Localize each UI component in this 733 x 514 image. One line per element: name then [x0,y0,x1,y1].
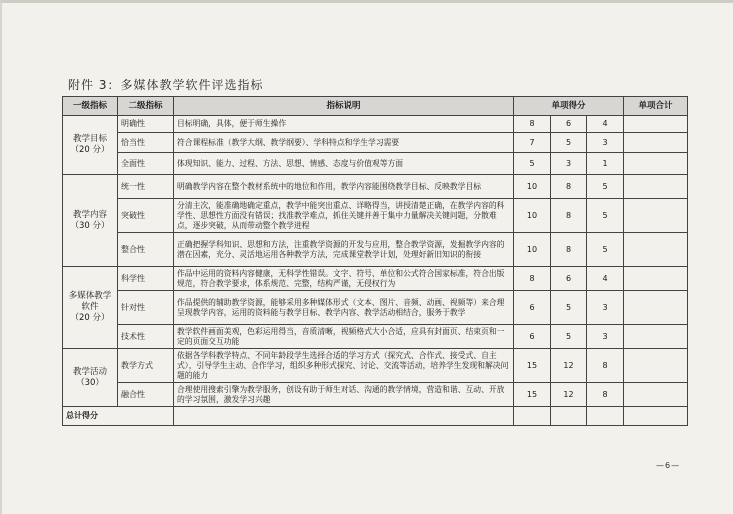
level2-cell: 全面性 [118,153,174,175]
total-cell [624,199,688,233]
score-cell: 8 [551,233,587,267]
score-cell: 8 [514,267,551,291]
table-row [63,291,688,325]
total-cell [624,291,688,325]
score-cell: 3 [587,325,624,349]
description-cell: 合理使用搜索引擎为教学服务，创设有助于师生对话、沟通的教学情境，营造和谐、互动、开放的学习氛围，激发学习兴趣 [174,383,514,407]
level2-cell: 科学性 [118,267,174,291]
score-cell: 8 [514,116,551,133]
score-cell: 3 [551,153,587,175]
description-cell: 目标明确，具体，便于师生操作 [174,116,514,133]
total-cell [624,383,688,407]
description-cell: 明确教学内容在整个教材系统中的地位和作用，教学内容能围绕教学目标、反映教学目标 [174,175,514,199]
score-cell: 7 [514,133,551,153]
score-cell: 15 [514,349,551,383]
description-cell: 分清主次，能准确地确定重点，教学中能突出重点、详略得当，讲授清楚正确，在教学内容的科学性、思想性方面没有错误；找准教学难点，抓住关键并善于集中力量解决关键问题，分散难点，逐步突破，从而带动整个教学进程 [174,199,514,233]
score-cell: 8 [587,383,624,407]
total-score-cell [514,407,551,426]
score-cell: 12 [551,349,587,383]
score-cell: 10 [514,175,551,199]
level1-name: 多媒体教学软件 [68,291,112,312]
description-cell: 教学软件画面美观，色彩运用得当，音质清晰，视频格式大小合适，应具有封面页、结束页和一定的页面交互功能 [174,325,514,349]
level2-cell: 统一性 [118,175,174,199]
table-row [63,175,688,199]
header-row [63,97,688,116]
table-row [63,153,688,175]
level2-cell: 突破性 [118,199,174,233]
level1-points: （20 分） [70,313,110,323]
level2-cell: 整合性 [118,233,174,267]
total-score-cell [551,407,587,426]
description-cell: 依据各学科教学特点、不同年龄段学生选择合适的学习方式（探究式、合作式、接受式、自主式），引导学生主动、合作学习，组织多种形式探究、讨论、交流等活动，培养学生发现和解决问题的能力 [174,349,514,383]
score-cell: 6 [551,116,587,133]
score-cell: 5 [514,153,551,175]
level1-name: 教学活动 [72,366,107,377]
score-cell: 8 [551,199,587,233]
total-cell [624,133,688,153]
level2-cell: 恰当性 [118,133,174,153]
score-cell: 5 [587,199,624,233]
total-cell [624,349,688,383]
score-cell: 5 [551,291,587,325]
total-cell [624,175,688,199]
score-cell: 10 [514,199,551,233]
table-row [63,233,688,267]
score-cell: 15 [514,383,551,407]
page-number: —6— [656,461,681,470]
table-row [63,116,688,133]
score-cell: 6 [514,291,551,325]
score-cell: 4 [587,116,624,133]
level1-name: 教学内容 [72,209,107,220]
header-level1: 一级指标 [63,97,118,116]
table-row [63,133,688,153]
level2-cell: 教学方式 [118,349,174,383]
level1-name: 教学目标 [72,134,107,144]
score-cell: 5 [551,133,587,153]
table-row [63,199,688,233]
score-cell: 8 [551,175,587,199]
header-description: 指标说明 [174,97,514,116]
level2-cell: 明确性 [118,116,174,133]
score-cell: 3 [587,133,624,153]
level2-cell: 针对性 [118,291,174,325]
description-cell: 正确把握学科知识、思想和方法，注重教学资源的开发与应用，整合教学资源，发掘教学内容的潜在因素，充分、灵活地运用各种教学方法，完成课堂教学计划，处理好新旧知识的衔接 [174,233,514,267]
table-row [63,267,688,291]
level1-cell [63,349,118,407]
score-cell: 10 [514,233,551,267]
score-cell: 5 [587,233,624,267]
score-cell: 3 [587,291,624,325]
score-cell: 8 [587,349,624,383]
level2-cell: 融合性 [118,383,174,407]
description-cell: 作品中运用的资料内容健康，无科学性错误。文字、符号、单位和公式符合国家标准，符合出版规范，符合教学要求，体系规范、完整，结构严谨，无侵权行为 [174,267,514,291]
total-cell [624,267,688,291]
level1-points: （30） [76,377,104,388]
score-cell: 1 [587,153,624,175]
header-score: 单项得分 [514,97,624,116]
score-cell: 6 [551,267,587,291]
document-title: 附件 3：多媒体教学软件评选指标 [68,78,264,92]
level1-cell [63,267,118,349]
table-row [63,383,688,407]
description-cell: 符合课程标准（教学大纲、教学纲要）、学科特点和学生学习需要 [174,133,514,153]
description-cell: 体现知识、能力、过程、方法、思想、情感、态度与价值观等方面 [174,153,514,175]
score-cell: 6 [514,325,551,349]
total-score-cell [587,407,624,426]
score-cell: 5 [551,325,587,349]
total-cell [624,325,688,349]
total-label: 总计得分 [63,407,174,426]
total-row [63,407,688,426]
table-row [63,349,688,383]
level1-cell [63,116,118,175]
level1-points: （30 分） [70,220,110,231]
total-cell [624,233,688,267]
level2-cell: 技术性 [118,325,174,349]
header-total: 单项合计 [624,97,688,116]
evaluation-table [62,96,688,426]
level1-cell [63,175,118,267]
total-cell [624,153,688,175]
header-level2: 二级指标 [118,97,174,116]
total-cell [624,116,688,133]
total-description-cell [174,407,514,426]
score-cell: 4 [587,267,624,291]
grand-total-cell [624,407,688,426]
score-cell: 12 [551,383,587,407]
level1-points: （20 分） [70,145,110,155]
description-cell: 作品提供的辅助教学资源，能够采用多种媒体形式（文本、图片、音频、动画、视频等）来合理呈现教学内容，运用的资料能与教学目标、教学内容、教学活动相结合，服务于教学 [174,291,514,325]
table-row [63,325,688,349]
score-cell: 5 [587,175,624,199]
